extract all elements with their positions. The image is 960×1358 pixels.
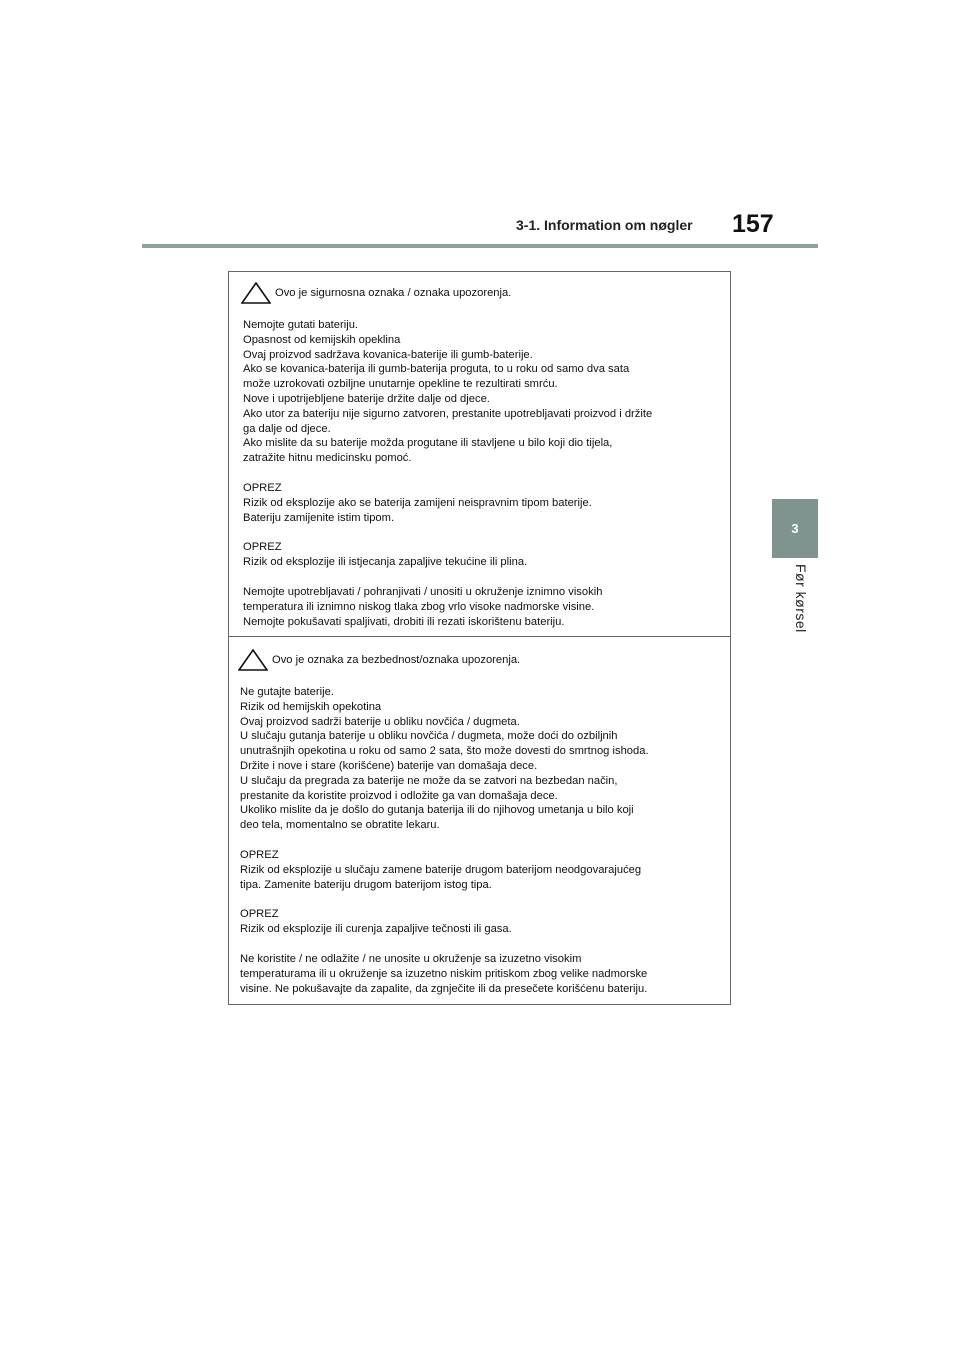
text-block <box>243 481 723 525</box>
panel-heading <box>243 282 723 304</box>
text-line: Rizik od eksplozije ili istjecanja zapaljive tekućine ili plina. <box>243 556 528 569</box>
text-line: U slučaju gutanja baterije u obliku novčića / dugmeta, može doći do ozbiljnih <box>240 730 618 743</box>
text-line: Ako utor za bateriju nije sigurno zatvoren, prestanite upotrebljavati proizvod i držite <box>243 407 653 420</box>
text-line: Ovaj proizvod sadržava kovanica-baterije ili gumb-baterije. <box>243 348 533 361</box>
text-line: temperaturama ili u okruženje sa izuzetno niskim pritiskom zbog velike nadmorske <box>240 967 648 980</box>
text-block <box>240 907 723 937</box>
text-line: prestanite da koristite proizvod i odložite ga van domašaja dece. <box>240 789 558 802</box>
text-block <box>243 540 723 570</box>
text-block <box>240 952 723 996</box>
text-line: temperatura ili iznimno niskog tlaka zbog vrlo visoke nadmorske visine. <box>243 600 595 613</box>
text-line: deo tela, momentalno se obratite lekaru. <box>240 819 440 832</box>
text-line: Ne gutajte baterije. <box>240 686 334 698</box>
text-block <box>243 318 723 466</box>
warning-panel-croatian <box>243 282 723 644</box>
caution-heading: OPREZ <box>240 908 279 921</box>
text-line: Ako mislite da su baterije možda progutane ili stavljene u bilo koji dio tijela, <box>243 437 613 450</box>
page-number: 157 <box>732 210 774 238</box>
text-line: Opasnost od kemijskih opeklina <box>243 333 401 346</box>
text-line: Bateriju zamijenite istim tipom. <box>243 511 395 524</box>
text-block <box>240 685 723 833</box>
text-line: Ovaj proizvod sadrži baterije u obliku novčića / dugmeta. <box>240 715 520 728</box>
chapter-title: Før kørsel <box>793 564 809 633</box>
caution-heading: OPREZ <box>243 481 282 494</box>
text-line: Rizik od eksplozije ako se baterija zamijeni neispravnim tipom baterije. <box>243 496 592 509</box>
warning-panel-serbian <box>240 649 723 1011</box>
text-line: Rizik od eksplozije u slučaju zamene baterije drugom baterijom neodgovarajućeg <box>240 863 642 876</box>
text-line: U slučaju da pregrada za baterije ne može da se zatvori na bezbedan način, <box>240 774 618 787</box>
caution-heading: OPREZ <box>240 848 279 861</box>
text-line: unutrašnjih opekotina u roku od samo 2 sata, što može dovesti do smrtnog ishoda. <box>240 745 649 758</box>
panel-heading <box>240 649 723 671</box>
panel-title: Ovo je oznaka za bezbednost/oznaka upozorenja. <box>272 653 521 666</box>
text-line: Nemojte pokušavati spaljivati, drobiti ili rezati iskorištenu bateriju. <box>243 615 565 628</box>
text-line: zatražite hitnu medicinsku pomoć. <box>243 452 412 465</box>
chapter-number: 3 <box>791 521 799 536</box>
caution-heading: OPREZ <box>243 541 282 554</box>
header-rule <box>142 244 818 248</box>
text-line: Ako se kovanica-baterija ili gumb-baterija proguta, to u roku od samo dva sata <box>243 363 630 376</box>
section-title: 3-1. Information om nøgler <box>516 217 693 233</box>
text-block <box>243 585 723 629</box>
text-line: Rizik od hemijskih opekotina <box>240 700 382 713</box>
text-line: Rizik od eksplozije ili curenja zapaljive tečnosti ili gasa. <box>240 923 512 936</box>
text-line: visine. Ne pokušavajte da zapalite, da zgnječite ili da presečete korišćenu bateriju. <box>240 982 648 995</box>
text-line: tipa. Zamenite bateriju drugom baterijom istog tipa. <box>240 878 492 891</box>
text-line: Nove i upotrijebljene baterije držite dalje od djece. <box>243 392 490 405</box>
chapter-tab <box>772 499 818 558</box>
warning-triangle-icon <box>238 649 268 671</box>
panel-title: Ovo je sigurnosna oznaka / oznaka upozorenja. <box>275 286 512 299</box>
text-line: Ukoliko mislite da je došlo do gutanja baterija ili do njihovog umetanja u bilo koji <box>240 804 634 817</box>
battery-warning-label <box>228 271 731 1005</box>
text-line: Nemojte gutati bateriju. <box>243 319 359 331</box>
text-block <box>240 848 723 892</box>
warning-triangle-icon <box>241 282 271 304</box>
text-line: Ne koristite / ne odlažite / ne unosite u okruženje sa izuzetno visokim <box>240 952 582 965</box>
text-line: Nemojte upotrebljavati / pohranjivati / unositi u okruženje iznimno visokih <box>243 585 603 598</box>
text-line: može uzrokovati ozbiljne unutarnje opekline te rezultirati smrću. <box>243 378 558 391</box>
text-line: Držite i nove i stare (korišćene) baterije van domašaja dece. <box>240 759 538 772</box>
text-line: ga dalje od djece. <box>243 422 331 435</box>
